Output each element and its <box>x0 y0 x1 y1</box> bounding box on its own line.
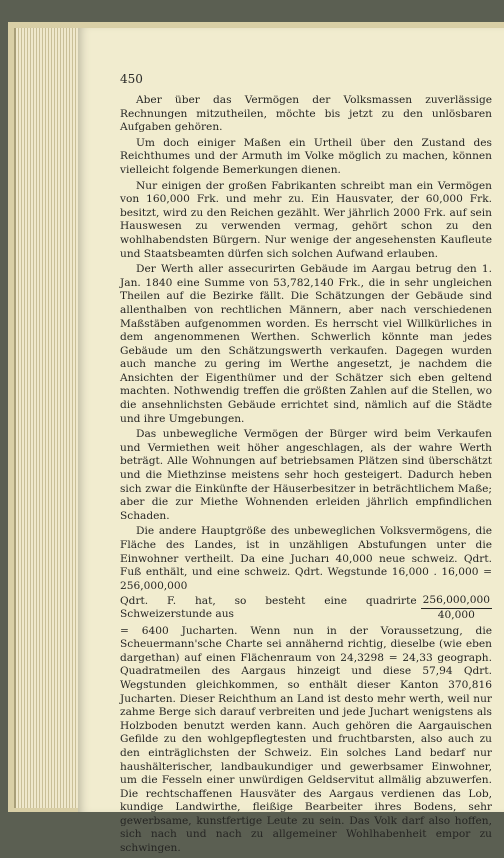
paragraph: Das unbewegliche Vermögen der Bürger wird beim Verkaufen und Vermiethen weit höher angeschlagen, als der wahre Werth beträgt. Alle Wohnungen auf betriebsamen Plätzen sind überschätzt und die Miethzinse meistens sehr hoch gesteigert. Dadurch heben sich zwar die Einkünfte der Häuserbesitzer in beträchtlichem Maße; aber die zur Miethe Wohnenden erleiden jährlich empfindlichen Schaden. <box>120 428 492 522</box>
fraction <box>421 594 492 622</box>
paragraph: Die andere Hauptgröße des unbeweglichen Volksvermögens, die Fläche des Landes, ist in unzähligen Abstufungen unter die Einwohner vertheilt. Da eine Jucharı 40,000 neue schweiz. Qdrt. Fuß enthält, und eine schweiz. Qdrt. Wegstunde 16,000 . 16,000 = 256,000,000 <box>120 525 492 592</box>
paragraph: Nur einigen der großen Fabrikanten schreibt man ein Vermögen von 160,000 Frk. und mehr zu. Ein Hausvater, der 60,000 Frk. besitzt, wird zu den Reichen gezählt. Wer jährlich 2000 Frk. auf sein Hauswesen zu verwenden vermag, gehört schon zu den wohlhabendsten Bürgern. Nur wenige der angesehensten Kaufleute und Staatsbeamten dürfen sich solchen Aufwand erlauben. <box>120 179 492 260</box>
page-edges <box>14 28 86 808</box>
formula-line <box>120 594 492 622</box>
paragraph: Um doch einiger Maßen ein Urtheil über den Zustand des Reichthumes und der Armuth im Volke möglich zu machen, können vielleicht folgende Bemerkungen dienen. <box>120 136 492 176</box>
formula-lead: Qdrt. F. hat, so besteht eine quadrirte Schweizerstunde aus <box>120 594 417 621</box>
book-page <box>78 28 504 855</box>
paragraph: Aber über das Vermögen der Volksmassen zuverlässige Rechnungen mitzutheilen, möchte bis jetzt zu den unlösbaren Aufgaben gehören. <box>120 94 492 134</box>
paragraph: Der Werth aller assecurirten Gebäude im Aargau betrug den 1. Jan. 1840 eine Summe von 53,782,140 Frk., die in sehr ungleichen Theilen auf die Bezirke fällt. Die Schätzungen der Gebäude sind allenthalben von rechtlichen Männern, aber nach verschiedenen Maßstäben aufgenommen worden. Es herrscht viel Willkürliches in dem angenommenen Werthen. Schwerlich könnte man jedes Gebäude um den Schätzungswerth verkaufen. Dagegen wurden auch manche zu gering im Werthe angesetzt, je nachdem die Ansichten der Eigenthümer und der Schätzer sich eben geltend machten. Nothwendig treffen die größten Zahlen auf die Stellen, wo die ansehnlichsten Gebäude errichtet sind, nämlich auf die Städte und ihre Umgebungen. <box>120 263 492 425</box>
fraction-numerator: 256,000,000 <box>421 594 492 609</box>
page-text <box>120 94 492 858</box>
paragraph: = 6400 Jucharten. Wenn nun in der Voraussetzung, die Scheuermann'sche Charte sei annähernd richtig, dieselbe (wie eben dargethan) auf einen Flächenraum von 24,3298 = 24,33 geograph. Quadratmeilen des Aargaus hinzeigt und diese 57,94 Qdrt. Wegstunden gleichkommen, so enthält dieser Kanton 370,816 Jucharten. Dieser Reichthum an Land ist desto mehr werth, weil nur zahme Berge sich darauf verbreiten und jede Juchart wenigstens als Holzboden benutzt werden kann. Auch gehören die Aargauischen Gefilde zu den wohlgepflegtesten und fruchtbarsten, also auch zu den einträglichsten der Schweiz. Ein solches Land bedarf nur haushälterischer, landbaukundiger und gewerbsamer Einwohner, um die Fesseln einer unwürdigen Geldservitut allmälig abzuwerfen. Die rechtschaffenen Hausväter des Aargaus verdienen das Lob, kundige Landwirthe, fleißige Bearbeiter ihres Bodens, sehr gewerbsame, kunstfertige Leute zu sein. Das Volk darf also hoffen, sich nach und nach zu allgemeiner Wohlhabenheit empor zu schwingen. <box>120 624 492 855</box>
page-number: 450 <box>120 72 143 86</box>
fraction-denominator: 40,000 <box>437 608 475 621</box>
